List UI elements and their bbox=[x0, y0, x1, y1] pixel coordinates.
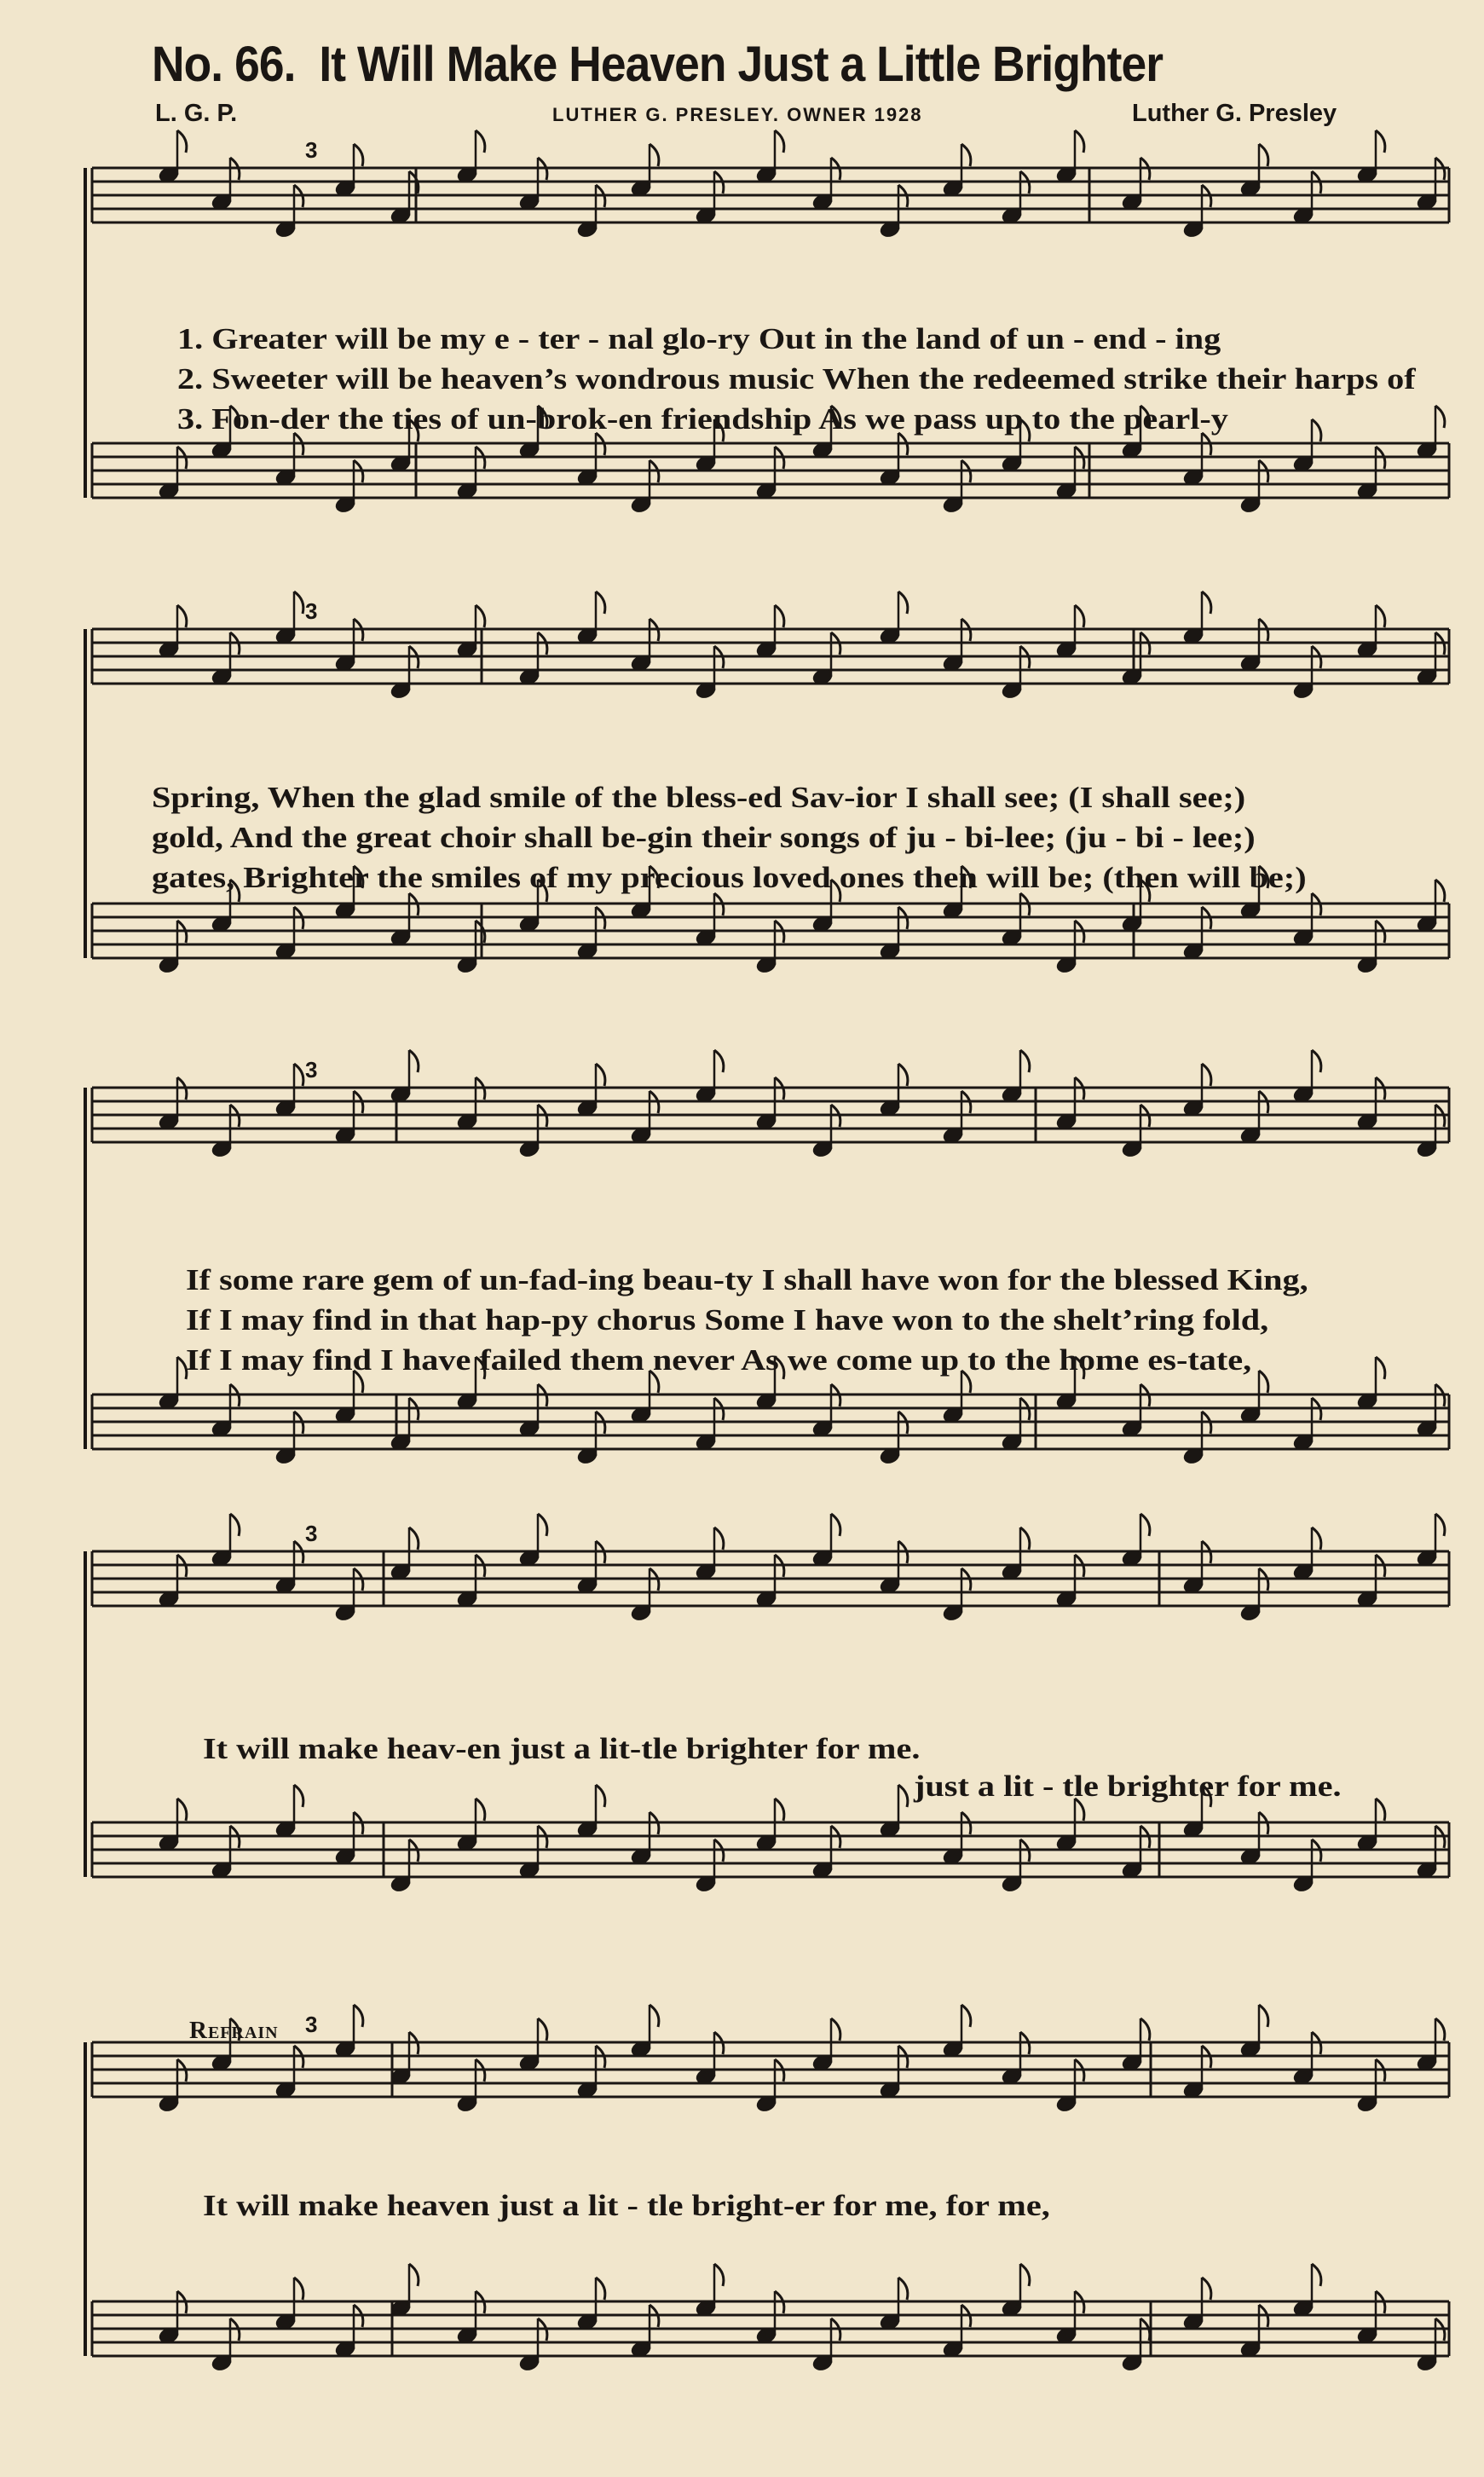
note-flag bbox=[409, 2264, 419, 2286]
note-flag bbox=[714, 1050, 724, 1072]
lyric-line-1-2: 2. Sweeter will be heaven’s wondrous music When the redeemed strike their harps of bbox=[177, 362, 1416, 396]
note-flag bbox=[1202, 592, 1211, 614]
note-flag bbox=[1259, 144, 1268, 166]
note-flag bbox=[961, 144, 971, 166]
note-flag bbox=[354, 144, 363, 166]
note-flag bbox=[961, 2005, 971, 2027]
lyric-line-1-1: 1. Greater will be my e - ter - nal glo-ry Out in the land of un - end - ing bbox=[177, 322, 1221, 355]
note-flag bbox=[714, 1527, 724, 1550]
note-flag bbox=[596, 592, 605, 614]
note-flag bbox=[177, 605, 187, 627]
note-flag bbox=[230, 1514, 240, 1536]
note-flag bbox=[294, 1064, 303, 1086]
lyric-line-5-1: It will make heaven just a lit - tle bright-er for me, for me, bbox=[203, 2189, 1050, 2222]
note-flag bbox=[177, 130, 187, 153]
lyric-line-3-1: If some rare gem of un-fad-ing beau-ty I shall have won for the blessed King, bbox=[186, 1263, 1308, 1296]
note-flag bbox=[775, 1799, 784, 1821]
lyric-line-2-3: gates, Brighter the smiles of my precious loved ones then will be; (then will be;) bbox=[152, 861, 1307, 894]
note-flag bbox=[1376, 1799, 1385, 1821]
note-flag bbox=[1376, 1357, 1385, 1379]
note-flag bbox=[1312, 2264, 1321, 2286]
note-flag bbox=[898, 1064, 908, 1086]
hymn-number: No. 66. bbox=[152, 37, 296, 92]
note-flag bbox=[898, 2278, 908, 2300]
triplet-mark: 3 bbox=[305, 2012, 318, 2037]
lyric-line-3-3: If I may find I have failed them never As we come up to the home es-tate, bbox=[186, 1343, 1252, 1377]
hymn-title: It Will Make Heaven Just a Little Brighter bbox=[319, 37, 1164, 92]
triplet-mark: 3 bbox=[305, 1521, 318, 1546]
note-flag bbox=[1435, 2018, 1445, 2041]
note-flag bbox=[650, 144, 659, 166]
note-flag bbox=[1259, 2005, 1268, 2027]
refrain-label: Refrain bbox=[189, 2017, 279, 2044]
note-flag bbox=[354, 2005, 363, 2027]
note-flag bbox=[596, 2278, 605, 2300]
note-flag bbox=[898, 1785, 908, 1807]
lyricist-initials: L. G. P. bbox=[155, 100, 238, 127]
note-flag bbox=[409, 1050, 419, 1072]
note-flag bbox=[1020, 1527, 1030, 1550]
note-flag bbox=[1312, 1050, 1321, 1072]
lyric-line-2-2: gold, And the great choir shall be-gin their songs of ju - bi-lee; (ju - bi - lee;) bbox=[152, 821, 1256, 854]
note-flag bbox=[1312, 1527, 1321, 1550]
note-flag bbox=[476, 1799, 485, 1821]
note-flag bbox=[1435, 406, 1445, 428]
lyric-line-3-2: If I may find in that hap-py chorus Some I have won to the shelt’ring fold, bbox=[186, 1303, 1269, 1337]
note-flag bbox=[538, 1514, 547, 1536]
note-flag bbox=[294, 1785, 303, 1807]
triplet-mark: 3 bbox=[305, 137, 318, 163]
lyric-line-4-1: It will make heav-en just a lit-tle brighter for me. bbox=[203, 1732, 921, 1765]
note-flag bbox=[1202, 2278, 1211, 2300]
note-flag bbox=[831, 1514, 840, 1536]
composer-name: Luther G. Presley bbox=[1132, 100, 1337, 127]
note-flag bbox=[596, 1064, 605, 1086]
note-flag bbox=[294, 592, 303, 614]
note-flag bbox=[177, 1799, 187, 1821]
note-flag bbox=[714, 2264, 724, 2286]
note-flag bbox=[1075, 605, 1084, 627]
note-flag bbox=[1312, 419, 1321, 442]
lyric-line-2-1: Spring, When the glad smile of the bless-ed Sav-ior I shall see; (I shall see;) bbox=[152, 781, 1246, 814]
note-flag bbox=[1435, 1514, 1445, 1536]
note-flag bbox=[1202, 1064, 1211, 1086]
note-flag bbox=[650, 2005, 659, 2027]
note-flag bbox=[476, 605, 485, 627]
note-flag bbox=[1020, 1050, 1030, 1072]
note-flag bbox=[538, 2018, 547, 2041]
note-flag bbox=[1376, 130, 1385, 153]
note-flag bbox=[409, 1527, 419, 1550]
note-flag bbox=[294, 2278, 303, 2300]
note-flag bbox=[1020, 2264, 1030, 2286]
copyright-line: LUTHER G. PRESLEY. OWNER 1928 bbox=[552, 104, 923, 125]
note-flag bbox=[1259, 1371, 1268, 1393]
note-flag bbox=[898, 592, 908, 614]
note-flag bbox=[1075, 130, 1084, 153]
triplet-mark: 3 bbox=[305, 598, 318, 624]
note-flag bbox=[1140, 2018, 1150, 2041]
note-flag bbox=[1435, 880, 1445, 902]
note-flag bbox=[1140, 1514, 1150, 1536]
note-flag bbox=[1376, 605, 1385, 627]
lyric-line-1-3: 3. Fon-der the ties of un-brok-en friendship As we pass up to the pearl-y bbox=[177, 402, 1228, 436]
lyric-line-4-2: just a lit - tle brighter for me. bbox=[914, 1770, 1342, 1803]
note-flag bbox=[476, 130, 485, 153]
note-flag bbox=[596, 1785, 605, 1807]
note-flag bbox=[775, 130, 784, 153]
note-flag bbox=[831, 2018, 840, 2041]
triplet-mark: 3 bbox=[305, 1057, 318, 1083]
note-flag bbox=[775, 605, 784, 627]
